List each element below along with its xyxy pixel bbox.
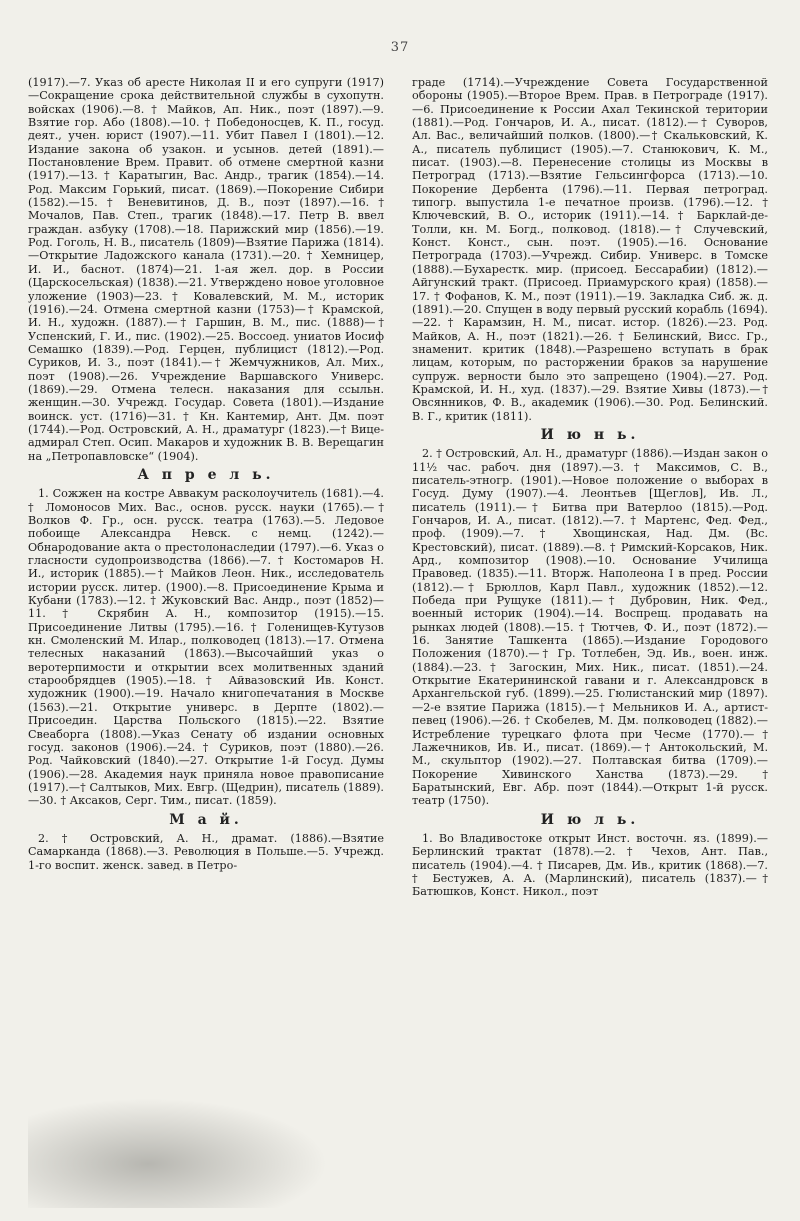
may-entries-start: 2. † Островский, А. Н., драмат. (1886).—Взятие Самарканда (1868).—3. Революция в Польше.—5. Учрежд. 1-го воспит. женск. завед. в Петро- [28, 831, 384, 872]
month-heading-may: М а й. [169, 811, 243, 828]
month-heading-july: И ю л ь. [540, 811, 640, 828]
left-column [28, 76, 384, 872]
right-column [412, 76, 768, 899]
june-entries: 2. † Островский, Ал. Н., драматург (1886).—Издан закон о 11½ час. рабоч. дня (1897).—3. † Максимов, С. В., писатель-этногр. (1901).—Новое положение о выборах в Госуд. Думу (1907).—4. Леонтьев [Щеглов], Ив. Л., писатель (1911).—† Битва при Ватерлоо (1815).—Род. Гончаров, И. А., писат. (1812).—7. † Мартенс, Фед. Фед., проф. (1909).—7. † Хвощинская, Над. Дм. (Вс. Крестовский), писат. (1889).—8. † Римский-Корсаков, Ник. Ард., композитор (1908).—10. Основание Училища Правовед. (1835).—11. Вторж. Наполеона I в пред. России (1812).—† Брюллов, Карл Павл., художник (1852).—12. Победа при Рущуке (1811).—† Дубровин, Ник. Фед., военный историк (1904).—14. Воспрещ. продавать на рынках людей (1808).—15. † Тютчев, Ф. И., поэт (1872).—16. Занятие Ташкента (1865).—Издание Городового Положения (1870).—† Гр. Тотлебен, Эд. Ив., воен. инж. (1884).—23. † Загоскин, Мих. Ник., писат. (1851).—24. Открытие Екатерининской гавани и г. Александровск в Архангельской губ. (1899).—25. Гюлистанский мир (1897).—2-е взятие Парижа (1815).—† Мельников И. А., артист-певец (1906).—26. † Скобелев, М. Дм. полководец (1882).—Истребление турецкаго флота при Чесме (1770).—† Лажечников, Ив. И., писат. (1869).—† Антокольский, М. М., скульптор (1902).—27. Полтавская битва (1709).—Покорение Хивинского Ханства (1873).—29. † Баратынский, Евг. Абр. поэт (1844).—Открыт 1-й русск. театр (1750). [412, 447, 768, 808]
july-entries-start: 1. Во Владивостоке открыт Инст. восточн. яз. (1899).—Берлинский трактат (1878).—2. † Чехов, Ант. Пав., писатель (1904).—4. † Писарев, Дм. Ив., критик (1868).—7. † Бестужев, А. А. (Марлинский), писатель (1837).—† Батюшков, Конст. Никол., поэт [412, 831, 768, 899]
april-entries: 1. Сожжен на костре Аввакум расколоучитель (1681).—4. † Ломоносов Мих. Вас., основ. русск. науки (1765).—† Волков Ф. Гр., осн. русск. театра (1763).—5. Ледовое побоище Александра Невск. с немц. (1242).—Обнародование акта о престолонаследии (1797).—6. Указ о гласности судопроизводства (1866).—7. † Костомаров Н. И., историк (1885).—† Майков Леон. Ник., исследователь истории русск. литер. (1900).—8. Присоединение Крыма и Кубани (1783).—12. † Жуковский Вас. Андр., поэт (1852)—11. † Скрябин А. Н., композитор (1915).—15. Присоединение Литвы (1795).—16. † Голенищев-Кутузов кн. Смоленский М. Илар., полководец (1813).—17. Отмена телесных наказаний (1863).—Высочайший указ о веротерпимости и открытии всех молитвенных зданий старообрядцев (1905).—18. † Айвазовский Ив. Конст. художник (1900).—19. Начало книгопечатания в Москве (1563).—21. Открытие универс. в Дерпте (1802).—Присоедин. Царства Польского (1815).—22. Взятие Свеаборга (1808).—Указ Сенату об издании основных госуд. законов (1906).—24. † Суриков, поэт (1880).—26. Род. Чайковский (1840).—27. Открытие 1-й Госуд. Думы (1906).—28. Академия наук приняла новое правописание (1917).—† Салтыков, Мих. Евгр. (Щедрин), писатель (1889).—30. † Аксаков, Серг. Тим., писат. (1859). [28, 487, 384, 808]
march-continuation: (1917).—7. Указ об аресте Николая II и его супруги (1917)—Сокращение срока действительной службы в сухопутн. войсках (1906).—8. † Майков, Ап. Ник., поэт (1897).—9. Взятие гор. Або (1808).—10. † Победоносцев, К. П., госуд. деят., учен. юрист (1907).—11. Убит Павел I (1801).—12. Издание закона об узакон. и усынов. детей (1891).—Постановление Врем. Правит. об отмене смертной казни (1917).—13. † Каратыгин, Вас. Андр., трагик (1854).—14. Род. Максим Горький, писат. (1869).—Покорение Сибири (1582).—15. † Веневитинов, Д. В., поэт (1897).—16. † Мочалов, Пав. Степ., трагик (1848).—17. Петр В. ввел граждан. азбуку (1708).—18. Парижский мир (1856).—19. Род. Гоголь, Н. В., писатель (1809)—Взятие Парижа (1814).—Открытие Ладожского канала (1731).—20. † Хемницер, И. И., баснот. (1874)—21. 1-ая жел. дор. в России (Царскосельская) (1838).—21. Утверждено новое уголовное уложение (1903)—23. † Ковалевский, М. М., историк (1916).—24. Отмена смертной казни (1753)—† Крамской, И. Н., художн. (1887).—† Гаршин, В. М., пис. (1888)—† Успенский, Г. И., пис. (1902).—25. Воссоед. униатов Иосиф Семашко (1839).—Род. Герцен, публицист (1812).—Род. Суриков, И. З., поэт (1841).—† Жемчужников, Ал. Мих., поэт (1908).—26. Учреждение Варшавского Универс. (1869).—29. Отмена телесн. наказания для ссыльн. женщин.—30. Учрежд. Государ. Совета (1801).—Издание воинск. уст. (1716)—31. † Кн. Кантемир, Ант. Дм. поэт (1744).—Род. Островский, А. Н., драматург (1823).—† Вице-адмирал Степ. Осип. Макаров и художник В. В. Верещагин на „Петропавловске“ (1904). [28, 76, 384, 463]
month-heading-april: А п р е л ь. [137, 466, 275, 483]
page-number: 37 [390, 40, 410, 55]
may-continuation: граде (1714).—Учреждение Совета Государственной обороны (1905).—Второе Врем. Прав. в Петрограде (1917).—6. Присоединение к России Ахал Текинской територии (1881).—Род. Гончаров, И. А., писат. (1812).—† Суворов, Ал. Вас., величайший полков. (1800).—† Скальковский, К. А., писатель публицист (1905).—7. Станюкович, К. М., писат. (1903).—8. Перенесение столицы из Москвы в Петроград (1713).—Взятие Гельсингфорса (1713).—10. Покорение Дербента (1796).—11. Первая петроград. типогр. выпустила 1-е печатное произв. (1796).—12. † Ключевский, В. О., историк (1911).—14. † Барклай-де-Толли, кн. М. Богд., полковод. (1818).—† Случевский, Конст. Конст., сын. поэт. (1905).—16. Основание Петрограда (1703).—Учрежд. Сибир. Универс. в Томске (1888).—Бухарестк. мир. (присоед. Бессарабии) (1812).—Айгунский тракт. (Присоед. Приамурского края) (1858).—17. † Фофанов, К. М., поэт (1911).—19. Закладка Сиб. ж. д. (1891).—20. Спущен в воду первый русский корабль (1694).—22. † Карамзин, Н. М., писат. истор. (1826).—23. Род. Майков, А. Н., поэт (1821).—26. † Белинский, Висс. Гр., знаменит. критик (1848).—Разрешено вступать в брак лицам, которым, по расторжении браков за нарушение супруж. верности было это запрещено (1904).—27. Род. Крамской, И. Н., худ. (1837).—29. Взятие Хивы (1873).—† Овсянников, Ф. В., академик (1906).—30. Род. Белинский. В. Г., критик (1811). [412, 76, 768, 423]
month-heading-june: И ю н ь. [540, 426, 640, 443]
scan-shadow [28, 1098, 328, 1208]
